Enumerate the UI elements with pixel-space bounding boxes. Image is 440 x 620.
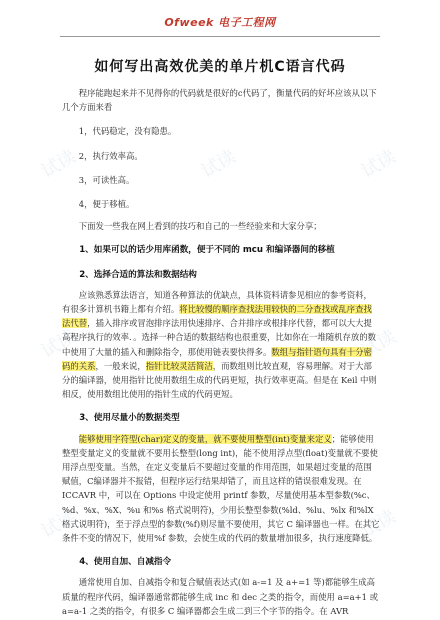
section-heading: 4、使用自加、自减指令 xyxy=(79,557,172,568)
site-logo: Ofweek 电子工程网 xyxy=(164,16,276,29)
criteria-item: 4，便于移植。 xyxy=(78,199,135,210)
section-paragraph: 通常使用自加、自减指令和复合赋值表达式(如 a-=1 及 a+=1 等)都能够生成高质量的程序代码，编译器通常都能够生成 inc 和 dec 之类的指令，而使用 a=a+1 或 a=a-1 之类的指令，有很多 C 编译器都会生成二到三个字节的指令。在 AVR xyxy=(62,577,378,616)
intro-paragraph: 程序能跑起来并不见得你的代码就是很好的c代码了，衡量代码的好坏应该从以下几个方面来看 xyxy=(62,88,377,113)
page-title: 如何写出高效优美的单片机C语言代码 xyxy=(94,59,346,75)
criteria-item: 1，代码稳定，没有隐患。 xyxy=(78,126,177,137)
highlighted-text: 数组与指针语句具有十分密码的关系 xyxy=(62,346,372,371)
section-paragraph: 能够使用字符型(char)定义的变量，就不要使用整型(int)变量来定义；能够使用整型变量定义的变量就不要用长整型(long int)，能不使用浮点型(float)变量就不要使用浮点型变量。当然，在定义变量后不要超过变量的作用范围，如果超过变量的范围赋值，C编译器并不报错，但程序运行结果却错了，而且这样的错误很难发现。在 ICCAVR 中，可以在 Options 中设定使用 printf 参数，尽量使用基本型参数(%c、%d、%x、%X、%u 和%s 格式说明符)，少用长整型参数(%ld、%lu、%lx 和%lX 格式说明符)，至于浮点型的参数(%f)则尽量不要使用，其它 C 编译器也一样。在其它条件不变的情况下，使用%f 参数，会使生成的代码的数量增加很多，执行速度降低。 xyxy=(62,433,380,544)
watermark: 试读 xyxy=(357,146,400,183)
criteria-item: 2，执行效率高。 xyxy=(78,150,143,161)
document-body xyxy=(62,86,380,618)
bridge-paragraph: 下面发一些我在网上看到的技巧和自己的一些经验来和大家分享； xyxy=(78,221,322,232)
header-divider xyxy=(60,36,380,37)
watermark: 试读 xyxy=(37,326,80,363)
highlighted-text: 能够使用字符型(char)定义的变量，就不要使用整型(int)变量来定义 xyxy=(78,433,332,444)
section-heading: 1、如果可以的话少用库函数，便于不同的 mcu 和编译器间的移植 xyxy=(79,245,335,256)
highlighted-text: 将比较慢的顺序查找法用较快的二分查找或乱序查找法代替 xyxy=(62,304,372,329)
criteria-item: 3，可读性高。 xyxy=(78,174,135,185)
watermark: 试读 xyxy=(357,326,400,363)
watermark: 试读 xyxy=(197,326,240,363)
watermark: 试读 xyxy=(197,146,240,183)
watermark: 试读 xyxy=(37,506,80,543)
section-heading: 2、选择合适的算法和数据结构 xyxy=(79,269,197,280)
section-heading: 3、使用尽量小的数据类型 xyxy=(79,413,180,424)
watermark: 试读 xyxy=(357,506,400,543)
highlighted-text: 指针比较灵活简洁 xyxy=(145,360,213,371)
watermark: 试读 xyxy=(37,146,80,183)
watermark: 试读 xyxy=(197,506,240,543)
section-paragraph: 应该熟悉算法语言，知道各种算法的优缺点，具体资料请参见相应的参考资料，有很多计算机书籍上都有介绍。将比较慢的顺序查找法用较快的二分查找或乱序查找法代替，插入排序或冒泡排序法用快速排序、合并排序或根排序代替，都可以大大提高程序执行的效率．。选择一种合适的数据结构也很重要，比如你在一堆随机存放的数中使用了大量的插入和删除指令，那使用链表要快得多。数组与指针语句具有十分密码的关系，一般来说，指针比较灵活简洁，而数组则比较直观，容易理解。对于大部分的编译器，使用指针比使用数组生成的代码更短，执行效率更高。但是在 Keil 中则相反，使用数组比使用的指针生成的代码更短。 xyxy=(62,289,377,400)
